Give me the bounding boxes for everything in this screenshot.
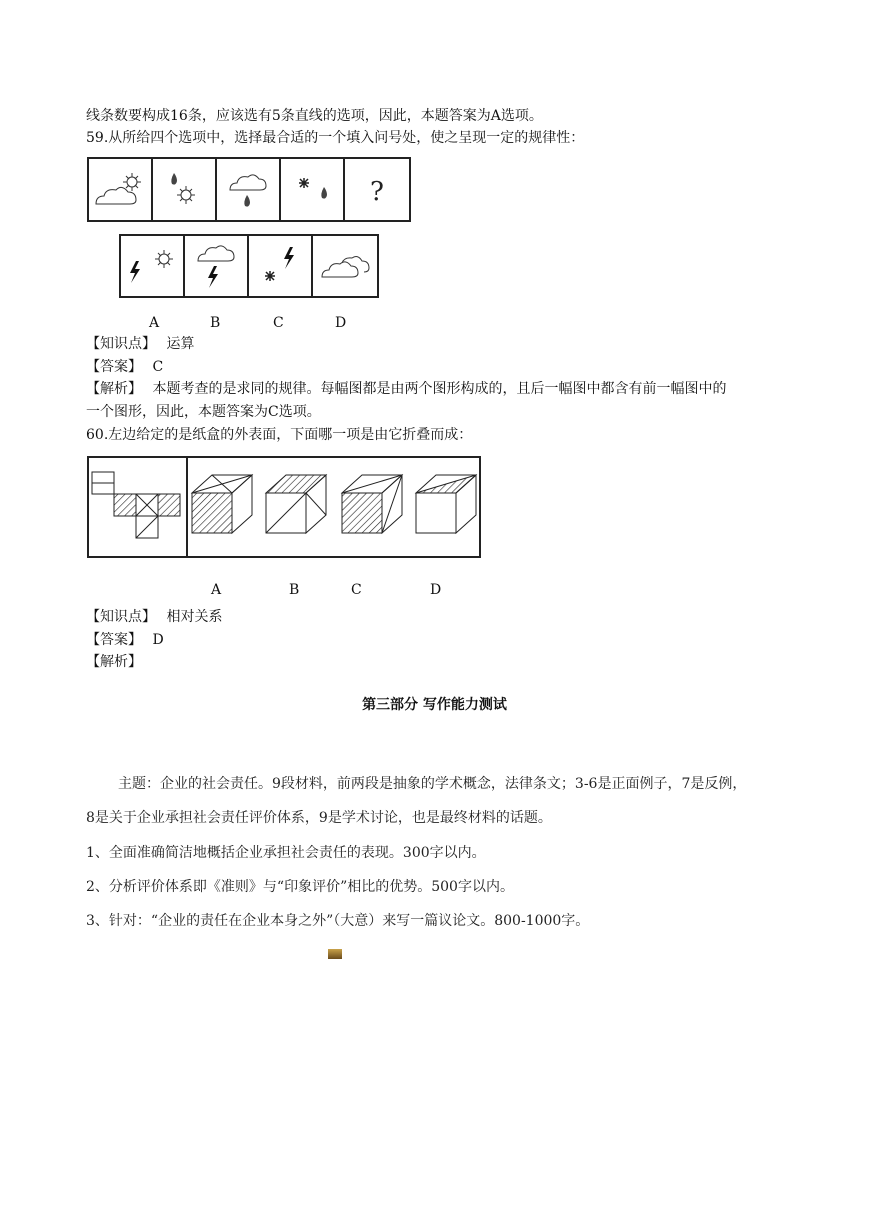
cloud-icon — [96, 187, 136, 204]
image-thumbnail-icon — [328, 949, 342, 959]
q59-question: 59.从所给四个选项中，选择最合适的一个填入问号处，使之呈现一定的规律性： — [86, 130, 585, 146]
analysis-label: 【解析】 — [86, 381, 142, 397]
q60-question: 60.左边给定的是纸盒的外表面，下面哪一项是由它折叠而成： — [86, 427, 473, 443]
lightning-icon — [208, 266, 218, 288]
cube-option-d — [416, 475, 476, 533]
answer-label: 【答案】 — [86, 632, 142, 648]
lightning-icon — [284, 247, 294, 269]
q60-cube-figure — [86, 455, 482, 559]
cube-net — [92, 472, 180, 538]
q60-option-a: A — [211, 582, 222, 598]
raindrop-icon — [244, 195, 250, 207]
q59-options-figure — [118, 233, 380, 300]
q59-answer-row — [86, 357, 163, 377]
writing-para-1: 主题：企业的社会责任。9段材料，前两段是抽象的学术概念，法律条文；3-6是正面例子，7是反例， — [118, 776, 747, 792]
q59-option-c: C — [273, 315, 284, 331]
knowledge-label: 【知识点】 — [86, 336, 156, 352]
cloud-icon — [230, 175, 266, 190]
section-heading: 第三部分 写作能力测试 — [362, 697, 507, 713]
raindrop-icon — [321, 187, 327, 199]
q60-knowledge-row — [86, 607, 222, 627]
q59-analysis-cont: 一个图形，因此，本题答案为C选项。 — [86, 404, 321, 420]
sun-icon — [123, 173, 141, 191]
cloud-icon — [322, 257, 369, 277]
q60-analysis-row: 【解析】 — [86, 654, 142, 670]
answer-label: 【答案】 — [86, 359, 142, 375]
cube-option-b — [266, 475, 326, 533]
q59-knowledge-row — [86, 334, 194, 354]
lightning-icon — [130, 261, 140, 283]
q59-sequence-figure — [86, 156, 412, 224]
q59-analysis-row — [86, 379, 726, 399]
snowflake-icon — [299, 178, 309, 188]
cube-option-c — [342, 475, 402, 533]
q60-answer-row — [86, 630, 164, 650]
q60-option-b: B — [289, 582, 300, 598]
snowflake-icon — [265, 271, 275, 281]
writing-item-3: 3、针对：“企业的责任在企业本身之外”（大意）来写一篇议论文。800-1000字。 — [86, 913, 590, 929]
q59-option-a: A — [149, 315, 160, 331]
writing-para-2: 8是关于企业承担社会责任评价体系，9是学术讨论，也是最终材料的话题。 — [86, 810, 552, 826]
q59-option-b: B — [210, 315, 221, 331]
q60-option-c: C — [351, 582, 362, 598]
q60-option-d: D — [430, 582, 442, 598]
writing-item-2: 2、分析评价体系即《准则》与“印象评价”相比的优势。500字以内。 — [86, 879, 514, 895]
cube-option-a — [192, 475, 252, 533]
q59-option-d: D — [335, 315, 347, 331]
cloud-icon — [198, 246, 234, 261]
answer-value: D — [152, 632, 164, 648]
intro-line: 线条数要构成16条，应该选有5条直线的选项，因此，本题答案为A选项。 — [86, 108, 543, 124]
answer-value: C — [152, 359, 164, 375]
knowledge-value: 运算 — [166, 336, 195, 352]
sun-icon — [155, 250, 173, 268]
analysis-text: 本题考查的是求同的规律。每幅图都是由两个图形构成的，且后一幅图中都含有前一幅图中的 — [152, 381, 727, 397]
knowledge-label: 【知识点】 — [86, 609, 156, 625]
sun-icon — [177, 186, 195, 204]
question-mark: ? — [370, 177, 384, 207]
knowledge-value: 相对关系 — [166, 609, 223, 625]
writing-item-1: 1、全面准确简洁地概括企业承担社会责任的表现。300字以内。 — [86, 845, 486, 861]
raindrop-icon — [171, 173, 177, 185]
